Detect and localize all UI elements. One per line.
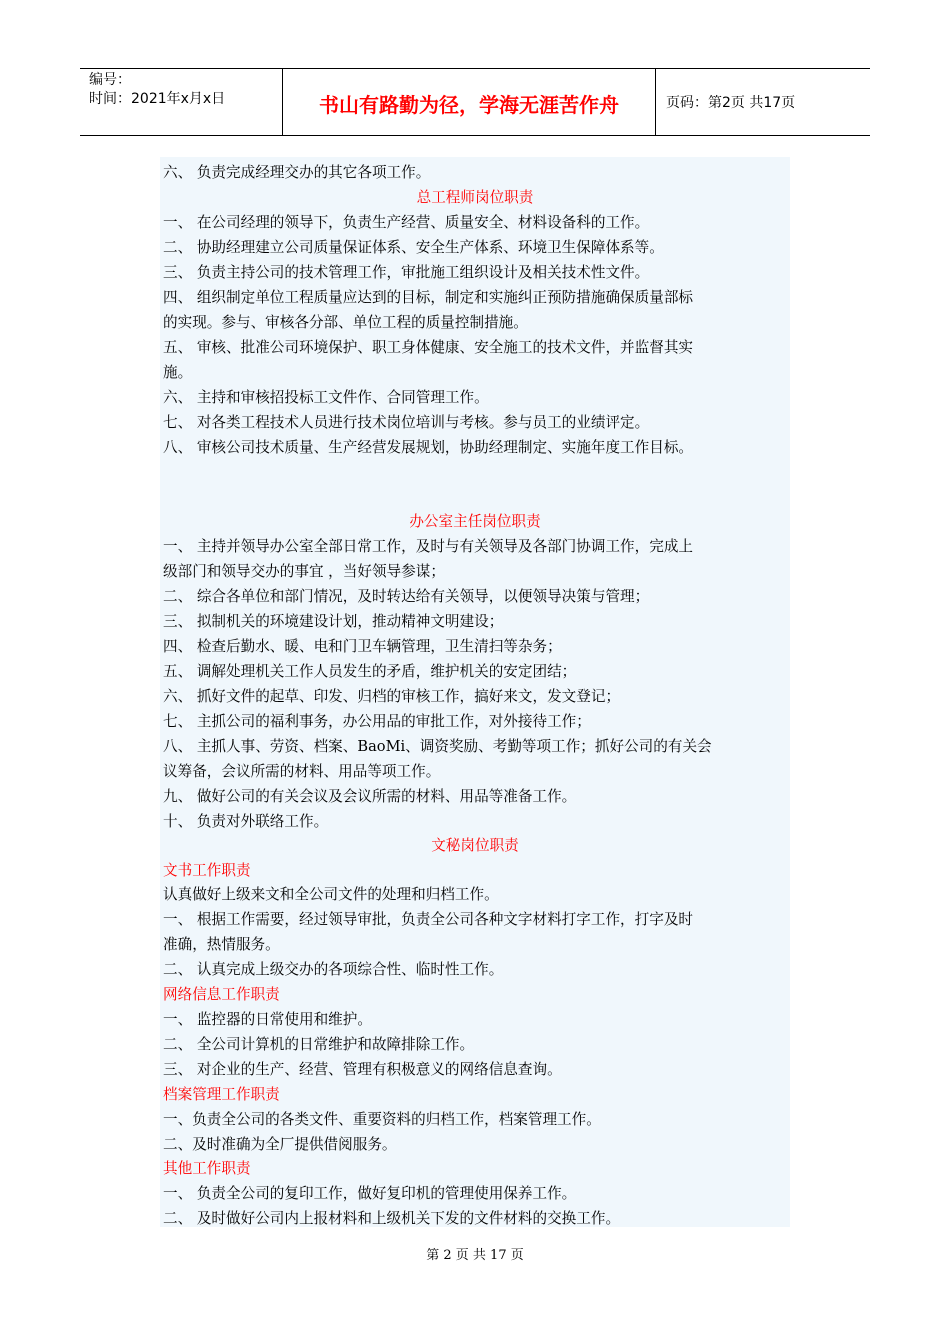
text-line: 五、 审核、批准公司环境保护、职工身体健康、安全施工的技术文件，并监督其实 bbox=[163, 339, 694, 356]
text-line: 级部门和领导交办的事宜 ，当好领导参谋； bbox=[163, 563, 445, 580]
text-line: 施。 bbox=[163, 364, 193, 381]
section-title-secretary: 文秘岗位职责 bbox=[431, 837, 519, 854]
text-line: 七、 对各类工程技术人员进行技术岗位培训与考核。参与员工的业绩评定。 bbox=[163, 414, 650, 431]
header-motto: 书山有路勤为径，学海无涯苦作舟 bbox=[283, 69, 656, 135]
text-line: 六、 负责完成经理交办的其它各项工作。 bbox=[163, 164, 431, 181]
text-line: 九、 做好公司的有关会议及会议所需的材料、用品等准备工作。 bbox=[163, 788, 577, 805]
header-page-label: 页码：第2页 共17页 bbox=[666, 95, 796, 111]
text-line: 准确，热情服务。 bbox=[163, 936, 280, 953]
text-line: 一、 主持并领导办公室全部日常工作，及时与有关领导及各部门协调工作，完成上 bbox=[163, 538, 694, 555]
text-line: 二、 全公司计算机的日常维护和故障排除工作。 bbox=[163, 1036, 475, 1053]
header-meta-cell bbox=[80, 69, 283, 135]
page-footer: 第 2 页 共 17 页 bbox=[426, 1248, 524, 1263]
text-line: 六、 主持和审核招投标工文件作、合同管理工作。 bbox=[163, 389, 489, 406]
text-line: 八、 审核公司技术质量、生产经营发展规划，协助经理制定、实施年度工作目标。 bbox=[163, 439, 694, 456]
document-time-label: 时间：2021年x月x日 bbox=[89, 91, 226, 107]
text-line: 四、 检查后勤水、暖、电和门卫车辆管理，卫生清扫等杂务； bbox=[163, 638, 562, 655]
text-line: 六、 抓好文件的起草、印发、归档的审核工作，搞好来文，发文登记； bbox=[163, 688, 621, 705]
page-header bbox=[80, 68, 870, 136]
text-line: 二、 协助经理建立公司质量保证体系、安全生产体系、环境卫生保障体系等。 bbox=[163, 239, 664, 256]
text-line: 八、 主抓人事、劳资、档案、BaoMi、调资奖励、考勤等项工作；抓好公司的有关会 bbox=[163, 738, 712, 755]
text-line: 七、 主抓公司的福利事务，办公用品的审批工作，对外接待工作； bbox=[163, 713, 591, 730]
text-line: 一、 在公司经理的领导下，负责生产经营、质量安全、材料设备科的工作。 bbox=[163, 214, 650, 231]
subsection-title-archives: 档案管理工作职责 bbox=[163, 1086, 280, 1103]
subsection-title-other: 其他工作职责 bbox=[163, 1160, 251, 1177]
text-line: 一、 监控器的日常使用和维护。 bbox=[163, 1011, 372, 1028]
text-line: 四、 组织制定单位工程质量应达到的目标，制定和实施纠正预防措施确保质量部标 bbox=[163, 289, 694, 306]
text-line: 一、负责全公司的各类文件、重要资料的归档工作，档案管理工作。 bbox=[163, 1111, 601, 1128]
text-line: 五、 调解处理机关工作人员发生的矛盾，维护机关的安定团结； bbox=[163, 663, 577, 680]
text-line: 二、 及时做好公司内上报材料和上级机关下发的文件材料的交换工作。 bbox=[163, 1210, 621, 1227]
text-line: 议筹备，会议所需的材料、用品等项工作。 bbox=[163, 763, 441, 780]
text-line: 三、 负责主持公司的技术管理工作，审批施工组织设计及相关技术性文件。 bbox=[163, 264, 650, 281]
section-title-chief-engineer: 总工程师岗位职责 bbox=[416, 189, 534, 206]
text-line: 三、 拟制机关的环境建设计划，推动精神文明建设； bbox=[163, 613, 504, 630]
text-line: 三、 对企业的生产、经营、管理有积极意义的网络信息查询。 bbox=[163, 1061, 562, 1078]
text-line: 二、 认真完成上级交办的各项综合性、临时性工作。 bbox=[163, 961, 504, 978]
text-line: 二、 综合各单位和部门情况，及时转达给有关领导，以便领导决策与管理； bbox=[163, 588, 650, 605]
text-line: 十、 负责对外联络工作。 bbox=[163, 813, 329, 830]
text-line: 的实现。参与、审核各分部、单位工程的质量控制措施。 bbox=[163, 314, 528, 331]
document-number-label: 编号： bbox=[89, 72, 131, 88]
subsection-title-network: 网络信息工作职责 bbox=[163, 986, 280, 1003]
text-line: 二、及时准确为全厂提供借阅服务。 bbox=[163, 1136, 397, 1153]
text-line: 一、 负责全公司的复印工作，做好复印机的管理使用保养工作。 bbox=[163, 1185, 577, 1202]
text-line: 认真做好上级来文和全公司文件的处理和归档工作。 bbox=[163, 886, 499, 903]
text-line: 一、 根据工作需要，经过领导审批，负责全公司各种文字材料打字工作，打字及时 bbox=[163, 911, 694, 928]
document-body bbox=[160, 157, 790, 1227]
section-title-office-director: 办公室主任岗位职责 bbox=[409, 513, 541, 530]
subsection-title-clerical: 文书工作职责 bbox=[163, 862, 251, 879]
